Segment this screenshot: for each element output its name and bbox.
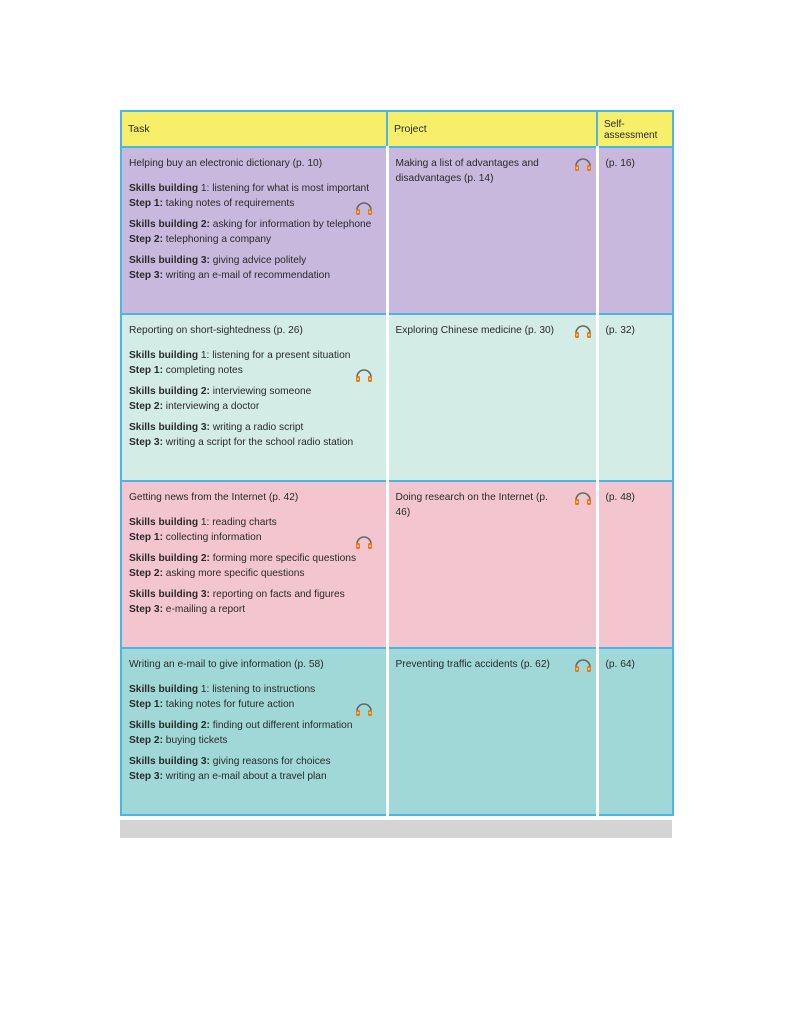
table-row xyxy=(121,648,673,815)
skill-text: giving reasons for choices xyxy=(209,756,331,767)
header-task: Task xyxy=(121,111,387,147)
project-cell xyxy=(387,648,597,815)
skill-label: Skills building xyxy=(129,183,199,194)
task-title: Reporting on short-sightedness (p. 26) xyxy=(129,325,303,336)
skill-label: Skills building 3: xyxy=(129,422,210,433)
task-title: Getting news from the Internet (p. 42) xyxy=(129,492,299,503)
headphones-icon xyxy=(354,198,374,218)
skill-label: Skills building xyxy=(129,684,199,695)
skill-text: giving advice politely xyxy=(209,255,307,266)
step-text: writing an e-mail about a travel plan xyxy=(162,771,327,782)
skill-text: writing a radio script xyxy=(209,422,304,433)
skill-text: asking for information by telephone xyxy=(209,219,372,230)
skill-group-2 xyxy=(129,551,380,581)
task-cell xyxy=(121,648,387,815)
skill-group-2 xyxy=(129,384,380,414)
task-title: Writing an e-mail to give information (p. 58) xyxy=(129,659,324,670)
step-text: asking more specific questions xyxy=(162,568,305,579)
task-cell xyxy=(121,481,387,648)
contents-table xyxy=(120,110,674,816)
project-text: Exploring Chinese medicine (p. 30) xyxy=(395,325,555,336)
step-label: Step 3: xyxy=(129,604,163,615)
header-self-line1: Self- xyxy=(604,119,625,130)
step-label: Step 3: xyxy=(129,437,163,448)
skill-text: 1: reading charts xyxy=(198,517,277,528)
step-label: Step 3: xyxy=(129,771,163,782)
step-text: taking notes of requirements xyxy=(162,198,295,209)
project-cell xyxy=(387,481,597,648)
step-label: Step 1: xyxy=(129,699,163,710)
step-label: Step 1: xyxy=(129,198,163,209)
header-self-line2: assessment xyxy=(604,130,658,141)
headphones-icon xyxy=(573,655,593,675)
step-label: Step 2: xyxy=(129,401,163,412)
skill-label: Skills building xyxy=(129,517,199,528)
step-text: collecting information xyxy=(162,532,262,543)
skill-text: finding out different information xyxy=(209,720,353,731)
skill-label: Skills building xyxy=(129,350,199,361)
skill-group-1 xyxy=(129,682,380,712)
skill-group-3 xyxy=(129,253,380,283)
footer-bar xyxy=(120,820,672,838)
skill-label: Skills building 2: xyxy=(129,386,210,397)
headphones-icon xyxy=(573,154,593,174)
step-text: interviewing a doctor xyxy=(162,401,260,412)
self-assessment-cell xyxy=(597,147,673,314)
self-assessment-cell xyxy=(597,314,673,481)
skill-group-2 xyxy=(129,217,380,247)
skill-group-3 xyxy=(129,420,380,450)
project-cell xyxy=(387,147,597,314)
project-text: Doing research on the Internet (p. 46) xyxy=(395,492,548,518)
self-assessment-page: (p. 48) xyxy=(605,492,635,503)
headphones-icon xyxy=(573,488,593,508)
skill-label: Skills building 2: xyxy=(129,720,210,731)
self-assessment-page: (p. 32) xyxy=(605,325,635,336)
header-project: Project xyxy=(387,111,597,147)
step-text: buying tickets xyxy=(162,735,228,746)
step-text: e-mailing a report xyxy=(162,604,246,615)
step-label: Step 1: xyxy=(129,532,163,543)
headphones-icon xyxy=(573,321,593,341)
skill-label: Skills building 2: xyxy=(129,219,210,230)
skill-group-3 xyxy=(129,587,380,617)
self-assessment-page: (p. 64) xyxy=(605,659,635,670)
task-cell xyxy=(121,314,387,481)
skill-label: Skills building 3: xyxy=(129,255,210,266)
project-text: Preventing traffic accidents (p. 62) xyxy=(395,659,550,670)
step-label: Step 2: xyxy=(129,234,163,245)
skill-label: Skills building 2: xyxy=(129,553,210,564)
step-label: Step 3: xyxy=(129,270,163,281)
task-title: Helping buy an electronic dictionary (p. 10) xyxy=(129,158,323,169)
skill-group-3 xyxy=(129,754,380,784)
skill-text: reporting on facts and figures xyxy=(209,589,345,600)
task-cell xyxy=(121,147,387,314)
step-label: Step 2: xyxy=(129,568,163,579)
skill-text: 1: listening for what is most important xyxy=(198,183,370,194)
step-text: writing an e-mail of recommendation xyxy=(162,270,331,281)
skill-text: 1: listening for a present situation xyxy=(198,350,351,361)
skill-label: Skills building 3: xyxy=(129,589,210,600)
skill-group-1 xyxy=(129,181,380,211)
headphones-icon xyxy=(354,699,374,719)
self-assessment-cell xyxy=(597,481,673,648)
headphones-icon xyxy=(354,532,374,552)
headphones-icon xyxy=(354,365,374,385)
step-label: Step 2: xyxy=(129,735,163,746)
table-row xyxy=(121,147,673,314)
skill-text: interviewing someone xyxy=(209,386,312,397)
table-row xyxy=(121,314,673,481)
header-self-assessment xyxy=(597,111,673,147)
project-cell xyxy=(387,314,597,481)
step-text: completing notes xyxy=(162,365,243,376)
skill-label: Skills building 3: xyxy=(129,756,210,767)
skill-text: forming more specific questions xyxy=(209,553,357,564)
step-label: Step 1: xyxy=(129,365,163,376)
skill-text: 1: listening to instructions xyxy=(198,684,316,695)
skill-group-1 xyxy=(129,348,380,378)
skill-group-2 xyxy=(129,718,380,748)
step-text: taking notes for future action xyxy=(162,699,295,710)
step-text: telephoning a company xyxy=(162,234,272,245)
self-assessment-page: (p. 16) xyxy=(605,158,635,169)
self-assessment-cell xyxy=(597,648,673,815)
skill-group-1 xyxy=(129,515,380,545)
project-text: Making a list of advantages and disadvantages (p. 14) xyxy=(395,158,539,184)
header-row xyxy=(121,111,673,147)
table-row xyxy=(121,481,673,648)
step-text: writing a script for the school radio station xyxy=(162,437,354,448)
